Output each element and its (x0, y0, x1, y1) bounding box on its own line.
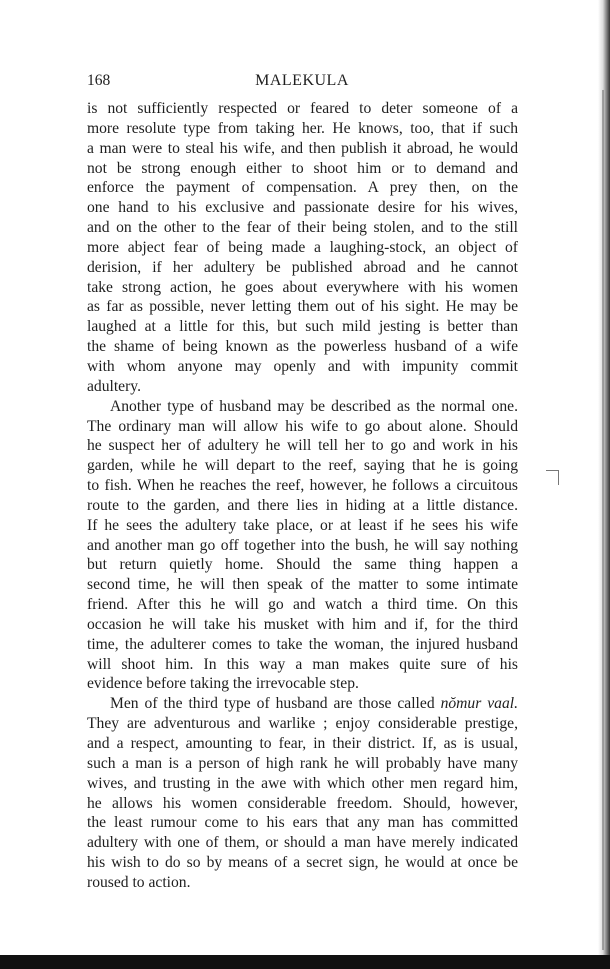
text-line-content: the least rumour come to his ears that any man has committed (87, 814, 518, 832)
page-edge-shadow (598, 0, 610, 969)
text-line (87, 317, 518, 337)
text-line (87, 754, 518, 774)
text-line (87, 357, 518, 377)
text-line (87, 218, 518, 238)
text-line-content: occasion he will take his musket with him and if, for the third (87, 615, 518, 633)
text-line-content: the shame of being known as the powerless husband of a wife (87, 338, 518, 356)
text-line-content: second time, he will then speak of the matter to some intimate (87, 576, 518, 594)
text-line-content: If he sees the adultery take place, or at least if he sees his wife (87, 516, 518, 534)
text-line-content: adultery. (87, 377, 141, 395)
text-line (87, 694, 518, 714)
text-line (87, 516, 518, 536)
text-line (87, 258, 518, 278)
text-line (87, 734, 518, 754)
text-line-content: They are adventurous and warlike ; enjoy considerable prestige, (87, 715, 518, 733)
text-line-content: is not sufficiently respected or feared to deter someone of a (87, 100, 518, 117)
text-line-content: and another man go off together into the bush, he will say nothing (87, 536, 518, 554)
text-line (87, 238, 518, 258)
text-line (87, 476, 518, 496)
text-line-content: will shoot him. In this way a man makes quite sure of his (87, 655, 518, 673)
text-line (87, 198, 518, 218)
text-line (87, 873, 518, 893)
text-line-content: time, the adulterer comes to take the woman, the injured husband (87, 635, 518, 653)
text-line (87, 536, 518, 556)
text-line (87, 813, 518, 833)
native-term: nŏmur vaal. (440, 695, 518, 713)
text-line-content: Another type of husband may be described as the normal one. (110, 397, 518, 415)
text-line (87, 397, 518, 417)
text-line-content: he allows his women considerable freedom. Should, however, (87, 794, 518, 812)
text-line (87, 674, 518, 694)
text-line (87, 456, 518, 476)
text-line-content: take strong action, he goes about everywhere with his women (87, 278, 518, 296)
text-line-content: The ordinary man will allow his wife to go about alone. Should (87, 417, 518, 435)
page-edge-line (602, 90, 604, 950)
text-line-content: one hand to his exclusive and passionate desire for his wives, (87, 199, 518, 217)
text-line (87, 297, 518, 317)
text-line (87, 417, 518, 437)
text-line (87, 575, 518, 595)
text-line (87, 278, 518, 298)
text-line (87, 496, 518, 516)
text-line-content: he suspect her of adultery he will tell her to go and work in his (87, 437, 518, 455)
text-line (87, 595, 518, 615)
text-line-content: such a man is a person of high rank he will probably have many (87, 754, 518, 772)
text-line-content: derision, if her adultery be published abroad and he cannot (87, 258, 518, 276)
text-line-content: adultery with one of them, or should a man have merely indicated (87, 834, 518, 852)
text-line (87, 178, 518, 198)
text-line (87, 159, 518, 179)
text-line-content: evidence before taking the irrevocable step. (87, 675, 359, 693)
text-line-content: garden, while he will depart to the reef, saying that he is going (87, 457, 518, 475)
text-line (87, 615, 518, 635)
text-line-content: enforce the payment of compensation. A prey then, on the (87, 179, 518, 197)
text-line (87, 139, 518, 159)
text-line (87, 99, 518, 119)
text-line-content: more resolute type from taking her. He knows, too, that if such (87, 119, 518, 137)
text-line-content: wives, and trusting in the awe with which other men regard him, (87, 774, 518, 792)
text-line (87, 377, 518, 397)
text-line (87, 436, 518, 456)
text-line-content: route to the garden, and there lies in hiding at a little distance. (87, 496, 518, 514)
body-text (87, 99, 518, 893)
text-line (87, 794, 518, 814)
text-line-content: not be strong enough either to shoot him or to demand and (87, 159, 518, 177)
text-line-content: a man were to steal his wife, and then publish it abroad, he would (87, 139, 518, 157)
text-line-content: but return quietly home. Should the same thing happen a (87, 556, 518, 574)
text-line-content: with whom anyone may openly and with impunity commit (87, 357, 518, 375)
running-title: MALEKULA (255, 72, 349, 89)
text-line-content: to fish. When he reaches the reef, however, he follows a circuitous (87, 477, 518, 495)
text-line-content: and on the other to the fear of their being stolen, and to the still (87, 219, 518, 237)
text-line (87, 714, 518, 734)
text-line-content: more abject fear of being made a laughing-stock, an object of (87, 238, 518, 256)
text-line-content: laughed at a little for this, but such mild jesting is better than (87, 318, 518, 336)
text-line (87, 833, 518, 853)
text-line (87, 337, 518, 357)
text-line-content: friend. After this he will go and watch a third time. On this (87, 596, 518, 614)
scan-bottom-border (0, 955, 610, 969)
text-line (87, 635, 518, 655)
text-line (87, 655, 518, 675)
text-line-content: and a respect, amounting to fear, in their district. If, as is usual, (87, 735, 518, 752)
text-line (87, 774, 518, 794)
text-line (87, 555, 518, 575)
text-line-content: his wish to do so by means of a secret sign, he would at once be (87, 854, 518, 872)
running-header (87, 72, 517, 92)
text-line-content: Men of the third type of husband are those called (110, 695, 435, 713)
text-line-content: as far as possible, never letting them out of his sight. He may be (87, 298, 518, 316)
page-number: 168 (87, 72, 111, 89)
text-line (87, 119, 518, 139)
text-line (87, 853, 518, 873)
text-line-content: roused to action. (87, 873, 191, 891)
scan-artifact (546, 470, 559, 485)
